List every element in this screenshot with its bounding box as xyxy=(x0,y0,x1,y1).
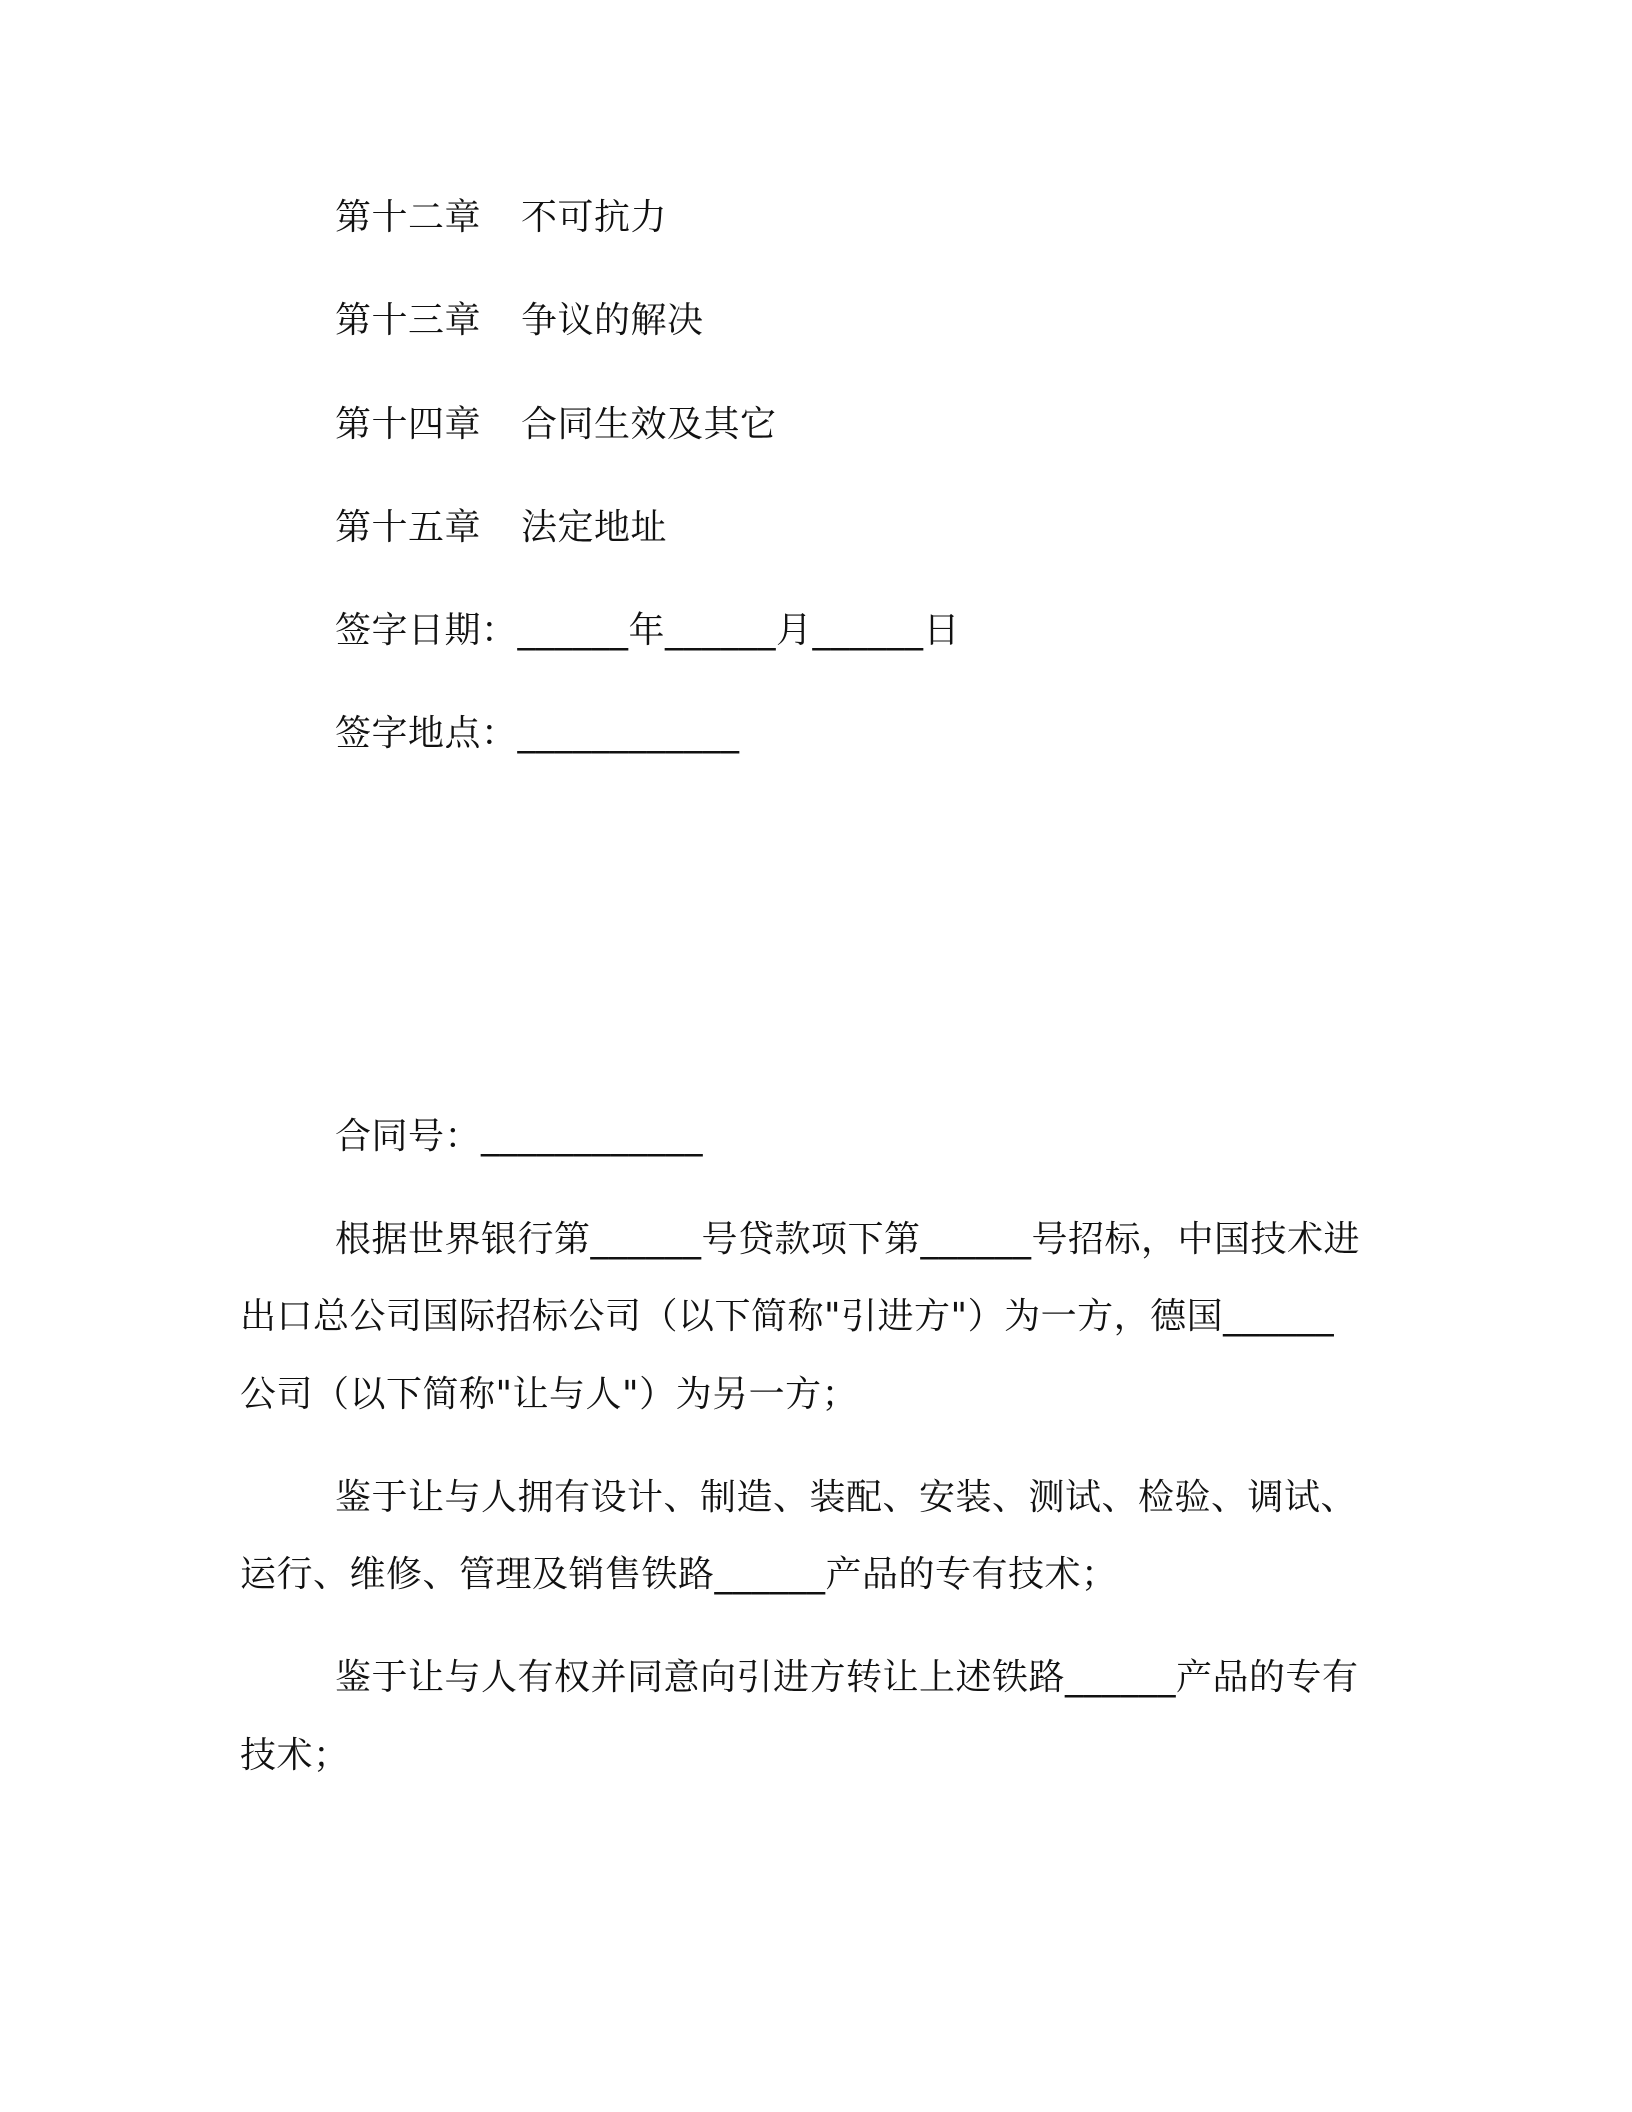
signing-date: 签字日期：______年______月______日 xyxy=(335,610,961,651)
chapter-title: 合同生效及其它 xyxy=(521,404,777,445)
contract-number: 合同号：____________ xyxy=(335,1116,704,1157)
chapter-number: 第十五章 xyxy=(335,507,482,548)
toc-entry-14 xyxy=(335,400,777,450)
toc-entry-15 xyxy=(335,503,667,553)
toc-entry-13 xyxy=(335,296,704,346)
paragraph-3-line-1: 鉴于让与人有权并同意向引进方转让上述铁路______产品的专有 xyxy=(335,1657,1359,1698)
paragraph-1-line-1: 根据世界银行第______号贷款项下第______号招标，中国技术进 xyxy=(335,1219,1361,1260)
paragraph-2-line-2: 运行、维修、管理及销售铁路______产品的专有技术； xyxy=(240,1554,1118,1595)
paragraph-2-line-1: 鉴于让与人拥有设计、制造、装配、安装、测试、检验、调试、 xyxy=(335,1477,1358,1518)
chapter-number: 第十三章 xyxy=(335,300,482,341)
chapter-number: 第十四章 xyxy=(335,404,482,445)
chapter-title: 争议的解决 xyxy=(521,300,704,341)
paragraph-1-line-3: 公司（以下简称"让与人"）为另一方； xyxy=(240,1374,859,1415)
paragraph-3-line-2: 技术； xyxy=(240,1735,350,1776)
signing-place: 签字地点：____________ xyxy=(335,713,740,754)
chapter-title: 不可抗力 xyxy=(521,197,668,238)
chapter-title: 法定地址 xyxy=(521,507,668,548)
chapter-number: 第十二章 xyxy=(335,197,482,238)
toc-entry-12 xyxy=(335,193,667,243)
paragraph-1-line-2: 出口总公司国际招标公司（以下简称"引进方"）为一方，德国______ xyxy=(240,1296,1335,1337)
